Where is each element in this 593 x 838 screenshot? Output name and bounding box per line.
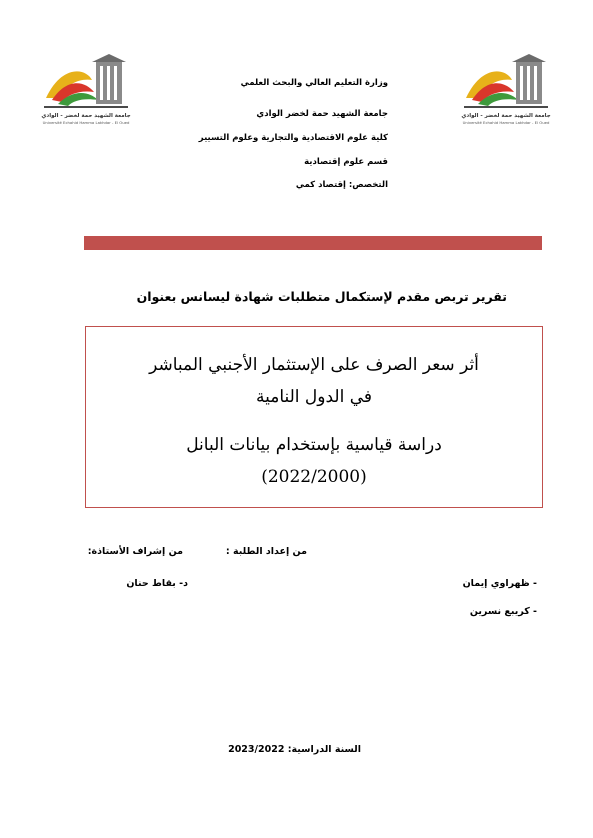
report-subject: تقرير تربص مقدم لإستكمال متطلبات شهادة ليسانس بعنوان <box>136 289 507 304</box>
logo-caption-left-fr: Université Echahid Hamma Lakhdar - El Oued <box>42 120 130 125</box>
student-name-2: - كريبع نسرين <box>469 606 537 617</box>
student-name-1: - ظهراوي إيمان <box>462 578 537 589</box>
title-line-4: (2022/2000) <box>261 467 367 487</box>
supervisor-label: من إشراف الأستاذة: <box>87 546 183 557</box>
divider-bar <box>84 236 542 250</box>
students-label: من إعداد الطلبة : <box>225 546 307 557</box>
department-name: قسم علوم إقتصادية <box>304 157 388 167</box>
faculty-name: كلية علوم الاقتصادية والتجارية وعلوم التسيير <box>198 133 388 143</box>
specialty: التخصص: إقتصاد كمي <box>295 180 388 190</box>
university-name: جامعة الشهيد حمة لخضر الوادي <box>256 109 388 119</box>
ministry-name: وزارة التعليم العالي والبحث العلمي <box>240 78 388 88</box>
logo-caption-right-ar: جامعة الشهيد حمة لخضر - الوادي <box>461 113 551 119</box>
title-line-1: أثر سعر الصرف على الإستثمار الأجنبي المباشر <box>149 355 479 375</box>
academic-year: السنة الدراسية: 2023/2022 <box>228 744 361 755</box>
logo-caption-right-fr: Université Echahid Hamma Lakhdar - El Oued <box>462 120 550 125</box>
title-box <box>85 326 543 508</box>
logo-caption-left-ar: جامعة الشهيد حمة لخضر - الوادي <box>41 113 131 119</box>
title-line-3: دراسة قياسية بإستخدام بيانات البانل <box>186 435 442 455</box>
supervisor-name: د- بقاط حنان <box>126 578 188 589</box>
title-line-2: في الدول النامية <box>255 387 373 407</box>
